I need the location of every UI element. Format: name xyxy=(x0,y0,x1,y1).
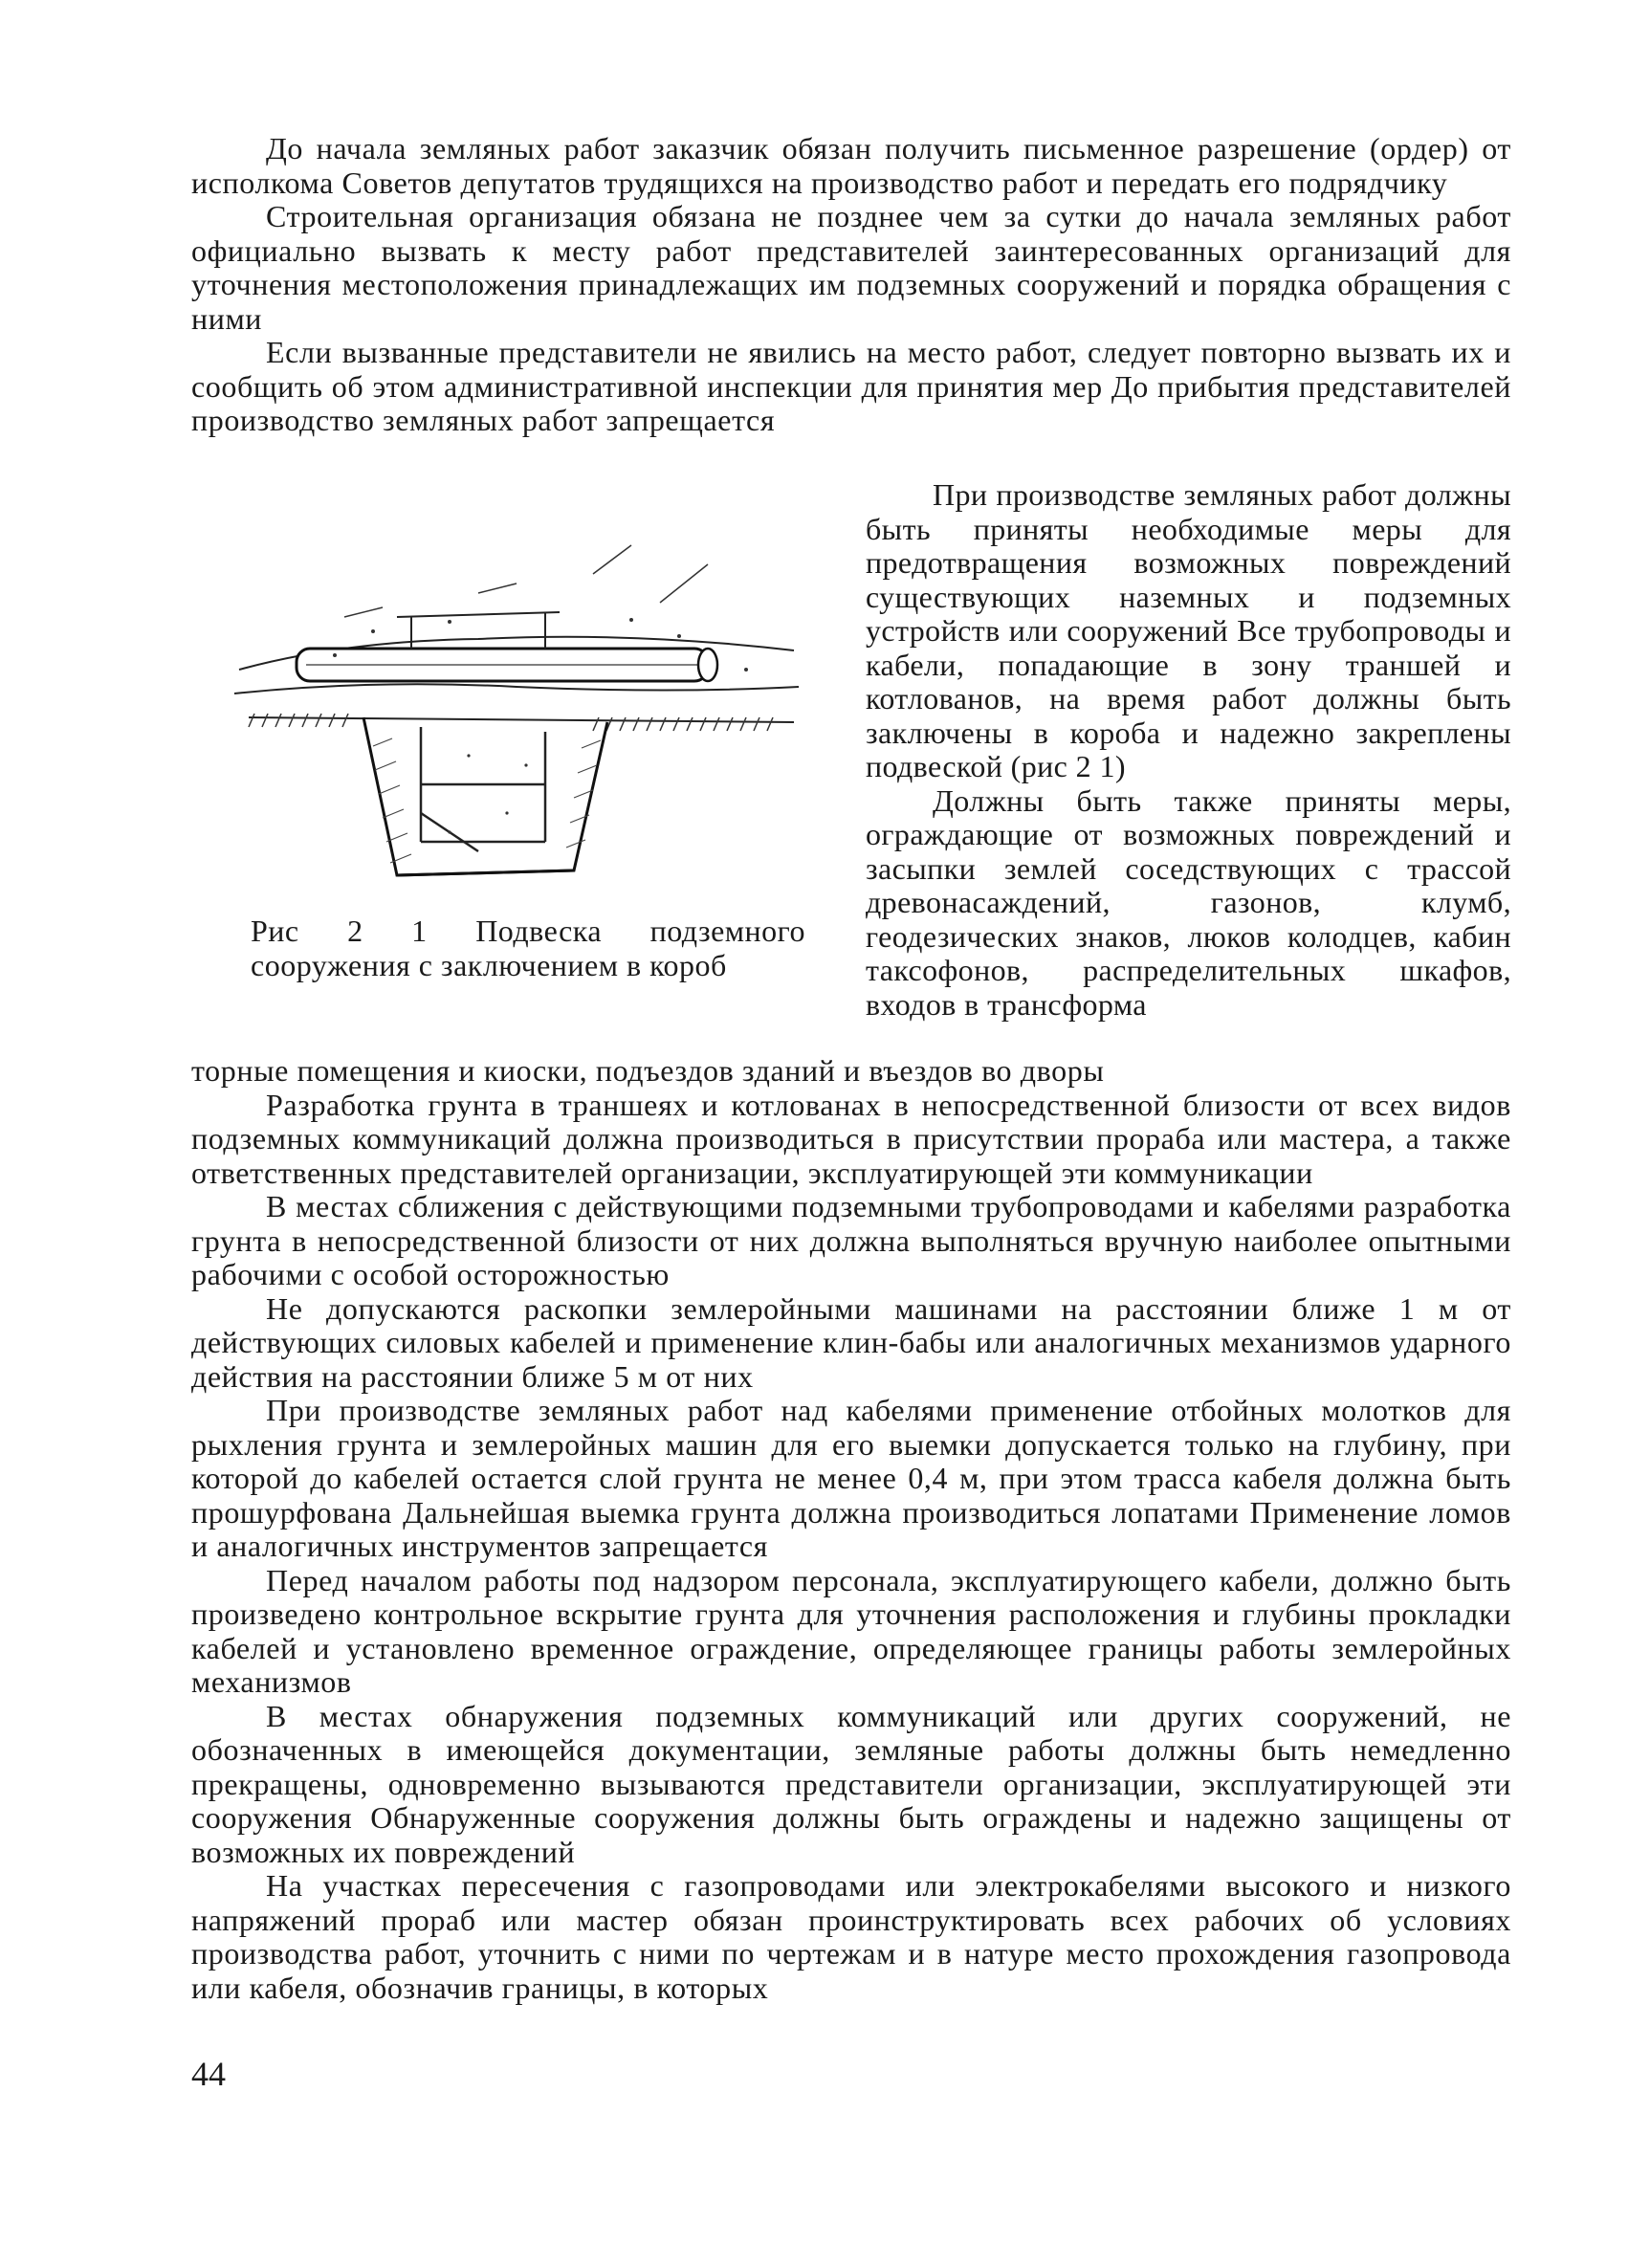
right-column-text xyxy=(866,478,1511,1022)
paragraph: Если вызванные представители не явились на место работ, следует повторно вызвать их и сообщить об этом административной инспекции для принятия мер До прибытия представителей производство земляных работ запрещается xyxy=(191,335,1511,437)
paragraph: На участках пересечения с газопроводами или электрокабелями высокого и низкого напряжений прораб или мастер обязан проинструктировать всех рабочих об условиях производства работ, уточнить с ними по чертежам и в натуре место прохождения газопровода или кабеля, обозначив границы, в которых xyxy=(191,1868,1511,2005)
paragraph: Не допускаются раскопки землеройными машинами на расстоянии ближе 1 м от действующих силовых кабелей и применение клин-бабы или аналогичных механизмов ударного действия на расстоянии ближе 5 м от них xyxy=(191,1290,1511,1394)
paragraph: При производстве земляных работ должны быть приняты необходимые меры для предотвращения возможных повреждений существующих наземных и подземных устройств или сооружений Все трубопроводы и кабели, попадающие в зону траншей и котлованов, на время работ должны быть заключены в короба и надежно закреплены подвеской (рис 2 1) xyxy=(866,477,1511,783)
page-number: 44 xyxy=(191,2055,226,2093)
trench-suspension-illustration xyxy=(230,526,803,890)
paragraph: Перед началом работы под надзором персонала, эксплуатирующего кабели, должно быть произведено контрольное вскрытие грунта для уточнения расположения и глубины прокладки кабелей и установлено временное ограждение, определяющее границы работы землеройных механизмов xyxy=(191,1562,1511,1699)
paragraph: При производстве земляных работ над кабелями применение отбойных молотков для рыхления грунта и землеройных машин для его выемки допускается только на глубину, при которой до кабелей остается слой грунта не менее 0,4 м, при этом трасса кабеля должна быть прошурфована Дальнейшая выемка грунта должна производиться лопатами Применение ломов и аналогичных инструментов запрещается xyxy=(191,1393,1511,1563)
paragraph: До начала земляных работ заказчик обязан получить письменное разрешение (ордер) от исполкома Советов депутатов трудящихся на производство работ и передать его подрядчику xyxy=(191,131,1511,200)
top-text-block xyxy=(191,132,1511,438)
paragraph: В местах сближения с действующими подземными трубопроводами и кабелями разработка грунта в непосредственной близости от них должна выполняться вручную наиболее опытными рабочими с особой осторожностью xyxy=(191,1189,1511,1291)
figure-caption: Рис 2 1 Подвеска подземного сооружения с заключением в короб xyxy=(251,914,805,982)
paragraph: Строительная организация обязана не позднее чем за сутки до начала земляных работ официально вызвать к месту работ представителей заинтересованных организаций для уточнения местоположения принадлежащих им подземных сооружений и порядка обращения с ними xyxy=(191,199,1511,336)
bottom-text-block xyxy=(191,1054,1511,2005)
paragraph: В местах обнаружения подземных коммуникаций или других сооружений, не обозначенных в имеющейся документации, земляные работы должны быть немедленно прекращены, одновременно вызываются представители организации, эксплуатирующей эти сооружения Обнаруженные сооружения должны быть ограждены и надежно защищены от возможных их повреждений xyxy=(191,1698,1511,1869)
paragraph: Разработка грунта в траншеях и котлованах в непосредственной близости от всех видов подземных коммуникаций должна производиться в присутствии прораба или мастера, а также ответственных представителей организации, эксплуатирующей эти коммуникации xyxy=(191,1087,1511,1190)
paragraph: Должны быть также приняты меры, ограждающие от возможных повреждений и засыпки землей соседствующих с трассой древонасаждений, газонов, клумб, геодезических знаков, люков колодцев, кабин таксофонов, распределительных шкафов, входов в трансформа xyxy=(866,782,1511,1022)
paragraph-continuation: торные помещения и киоски, подъездов зданий и въездов во дворы xyxy=(191,1053,1105,1088)
